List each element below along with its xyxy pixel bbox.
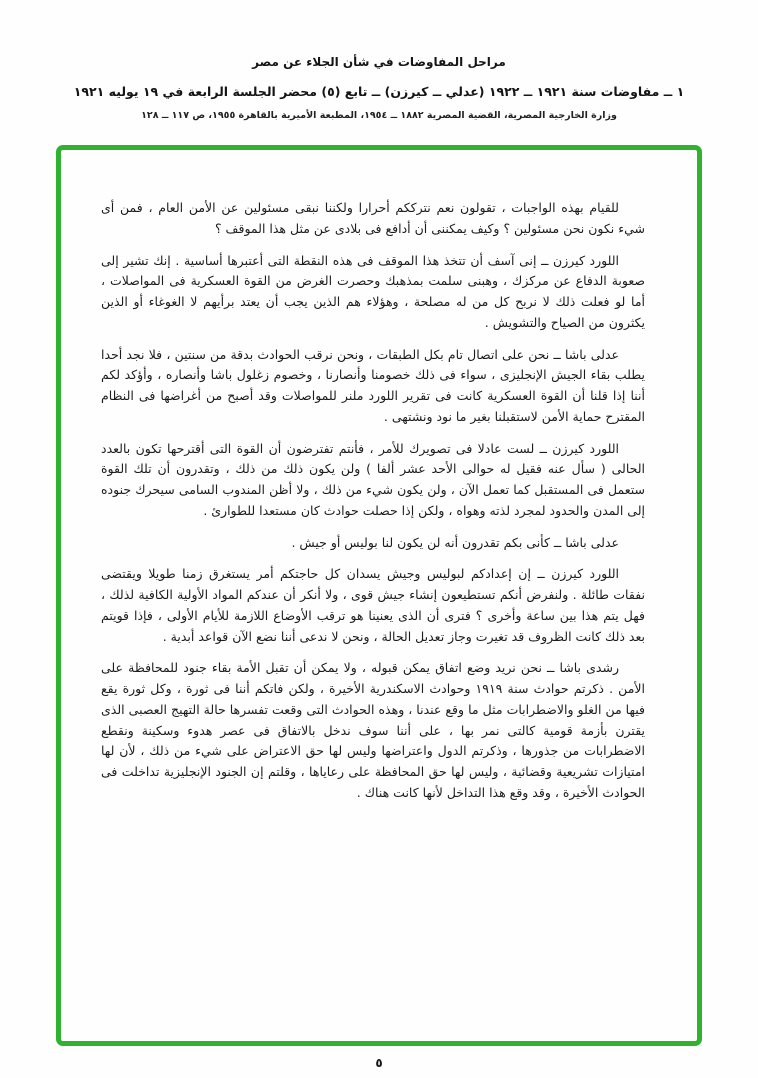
document-source-citation: وزارة الخارجية المصرية، القضية المصرية ١٨٨٢ ــ ١٩٥٤، المطبعة الأميرية بالقاهرة ١٩٥٥، ص ١١٧ ــ ١٢٨ xyxy=(141,110,617,121)
paragraph-rushdi-pasha: رشدى باشا ــ نحن نريد وضع اتفاق يمكن قبوله ، ولا يمكن أن تقبل الأمة بقاء جنود للمحافظة على الأمن . ذكرتم حوادث سنة ١٩١٩ وحوادث الاسكندرية الأخيرة ، ولكن فاتكم أننا فى ثورة ، وكل ثورة يقع فيها من الغلو والاضطرابات مثل ما وقع عندنا ، وهذه الحوادث التى وقعت تفسرها حالة التهيج العصبى الذى يقترن بأزمة قومية كالتى نمر بها ، على أننا سوف ندخل بالاتفاق فى عصر هدوء وسكينة ونقطع الاضطرابات من جذورها ، وذكرتم الدول واعتراضها وليس لها حق الاعتراض على شيء من ذلك ، لأن لها امتيازات تشريعية وقضائية ، وليس لها حق المحافظة على رعاياها ، وقلتم إن الجنود الإنجليزية تداخلت فى الحوادث الأخيرة ، وقد وقع هذا التداخل لأنها كانت هناك . xyxy=(101,660,645,800)
page-number: ٥ xyxy=(375,1056,383,1070)
green-highlight-frame xyxy=(56,145,702,1046)
document-subtitle: ١ ــ مفاوضات سنة ١٩٢١ ــ ١٩٢٢ (عدلي ــ كيرزن) ــ تابع (٥) محضر الجلسة الرابعة في ١٩ يوليه ١٩٢١ xyxy=(73,84,685,99)
paragraph-lord-curzon-1: اللورد كيرزن ــ إنى آسف أن تتخذ هذا الموقف فى هذه النقطة التى أعتبرها أساسية . إنك تشير إلى صعوبة الدفاع عن مركزك ، وهبنى سلمت بمذهبك وحصرت الغرض من القوة العسكرية فى المواصلات ، أما لو فعلت ذلك لا نربح كل من له مصلحة ، وهؤلاء هم الذين يجب أن يعتد برأيهم لا الغوغاء أو الذين يكثرون من الصياح والتشويش . xyxy=(101,252,645,330)
document-header xyxy=(0,55,758,121)
paragraph-adly-pasha-1: عدلى باشا ــ نحن على اتصال تام بكل الطبقات ، ونحن نرقب الحوادث بدقة من سنتين ، فلا نجد أحدا يطلب بقاء الجيش الإنجليزى ، سواء فى ذلك خصومنا وأنصارنا ، وخصوم زغلول باشا وأنصاره ، وأؤكد لكم أننا إذا قلنا أن القوة العسكرية كانت فى تقرير اللورد ملنر للمواصلات وقد أصبح من أغراضها فى النظام المقترح حماية الأمن لاستقبلنا بغير ما نود ونشتهى . xyxy=(101,346,645,424)
document-body xyxy=(101,198,645,1011)
paragraph-lord-curzon-3: اللورد كيرزن ــ إن إعدادكم لبوليس وجيش يسدان كل حاجتكم أمر يستغرق زمنا طويلا ويقتضى نفقات طائلة . ولنفرض أنكم تستطيعون إنشاء جيش قوى ، ولا أنكر أن عندكم المواد الأولية الكافية لذلك ، فهل يتم هذا بين ساعة وأخرى ؟ فترى أن الذى يعنينا هو ترقب الأوضاع اللازمة للأيام الأولى ، فإذا قويتم بعد ذلك كانت الظروف قد تغيرت وجاز تعديل الحالة ، ونحن لا ندعى أننا نضع الآن قواعد أبدية . xyxy=(101,566,645,644)
paragraph-continuation: للقيام بهذه الواجبات ، تقولون نعم نترككم أحرارا ولكننا نبقى مسئولين عن الأمن العام ، فمن أى شيء نكون نحن مسئولين ؟ وكيف يمكننى أن أدافع فى بلادى عن مثل هذا الموقف ؟ xyxy=(101,200,645,236)
paragraph-lord-curzon-2: اللورد كيرزن ــ لست عادلا فى تصويرك للأمر ، فأنتم تفترضون أن القوة التى أقترحها تكون بالعدد الحالى ( سأل عنه فقيل له حوالى الأحد عشر ألفا ) ولن يكون ذلك من ذلك ، وتقدرون أن تلك القوة ستعمل فى المستقبل كما تعمل الآن ، ولن يكون شيء من ذلك ، ولا أظن المندوب السامى سيحرك جنوده إلى المدن والحدود لمجرد لذته وهواه ، ولكن إذا حصلت حوادث كان مستعدا للطوارئ . xyxy=(101,440,645,518)
document-title: مراحل المفاوضات في شأن الجلاء عن مصر xyxy=(252,55,506,69)
paragraph-adly-pasha-2: عدلى باشا ــ كأنى بكم تقدرون أنه لن يكون لنا بوليس أو جيش . xyxy=(291,534,619,550)
